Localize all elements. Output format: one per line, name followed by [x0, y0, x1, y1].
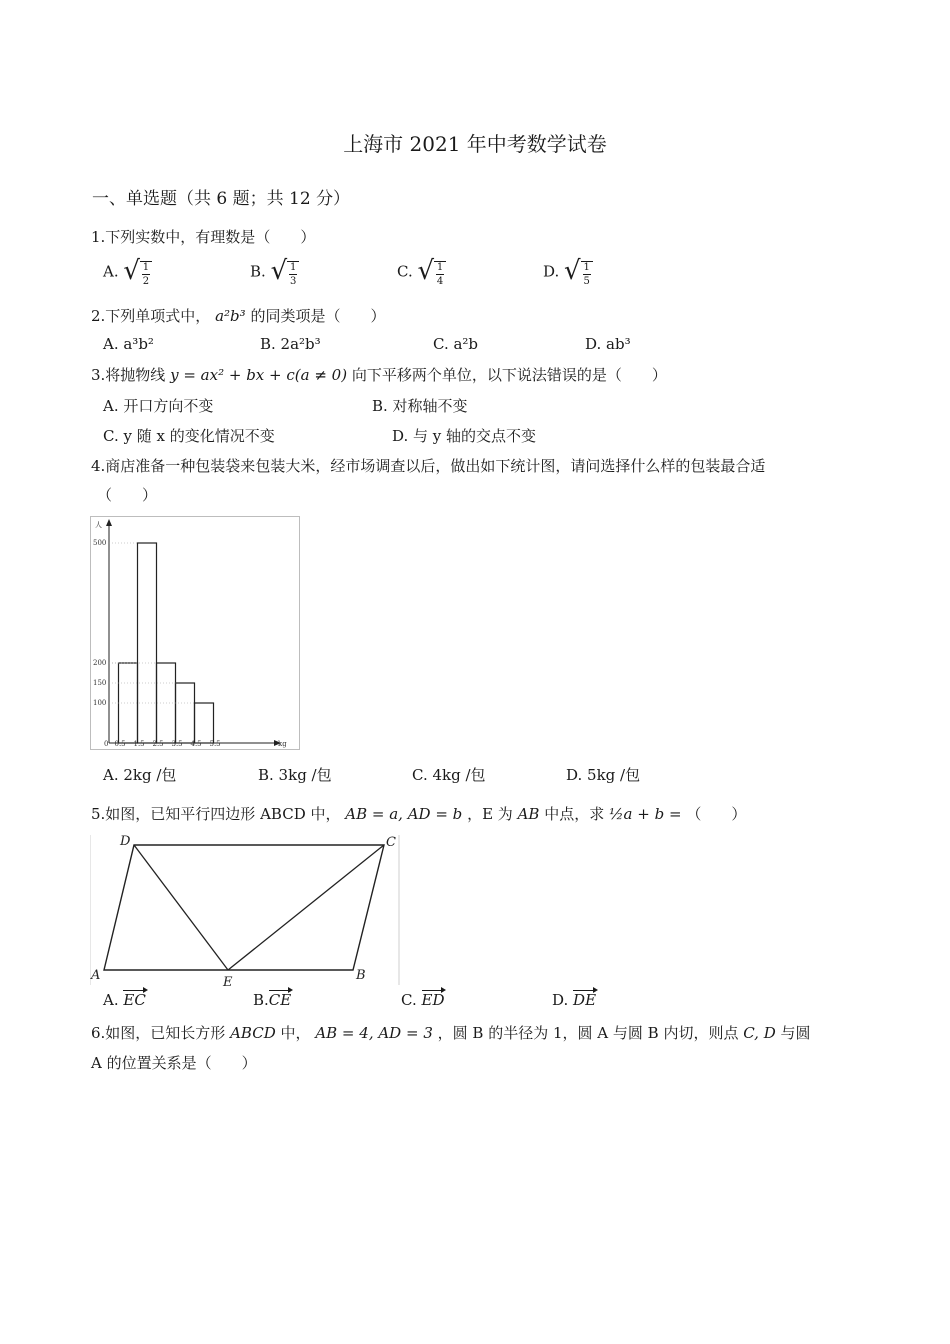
point-label-d: D	[120, 834, 131, 849]
histogram-bar	[195, 703, 214, 743]
point-label-a: A	[91, 968, 101, 983]
section-heading: 一、单选题（共 6 题；共 12 分）	[92, 189, 351, 209]
q4-option-a[interactable]: A. 2kg /包	[103, 766, 177, 784]
x-tick-label: 5.5	[209, 740, 221, 748]
point-label-c: C	[386, 835, 396, 850]
q2-option-a[interactable]: A. a³b²	[103, 335, 154, 353]
histogram-bar	[138, 543, 157, 743]
q2-option-b[interactable]: B. 2a²b³	[260, 335, 321, 353]
q1-option-d[interactable]: D. √ $\frac{1}{5}$	[543, 258, 593, 287]
segment-de	[134, 845, 228, 970]
q5-option-b[interactable]: B.CE	[253, 991, 292, 1009]
parallelogram-shape	[104, 845, 384, 970]
q1-option-c[interactable]: C. √ $\frac{1}{4}$	[397, 258, 446, 287]
q3-stem: 3.将抛物线 y = ax² + bx + c(a ≠ 0) 向下平移两个单位，以下说法错误的是（ ）	[91, 366, 667, 384]
q4-stem-line1: 4.商店准备一种包装袋来包装大米，经市场调查以后，做出如下统计图，请问选择什么样的包装最合适	[91, 457, 766, 475]
q3-option-b[interactable]: B. 对称轴不变	[372, 397, 468, 415]
y-tick-label: 200	[93, 659, 107, 667]
q4-option-c[interactable]: C. 4kg /包	[412, 766, 486, 784]
point-label-e: E	[223, 975, 233, 987]
q5-option-a[interactable]: A. EC	[103, 991, 146, 1009]
point-label-b: B	[356, 968, 366, 983]
x-tick-label: 1.5	[133, 740, 145, 748]
sqrt-icon: √ $\frac{1}{5}$	[564, 258, 593, 287]
q2-option-c[interactable]: C. a²b	[433, 335, 479, 353]
y-axis-label: 人	[95, 521, 102, 529]
x-tick-label: 0	[104, 740, 109, 748]
q1-stem: 1.下列实数中，有理数是（ ）	[91, 228, 316, 246]
parallelogram-svg	[90, 833, 400, 987]
x-axis-label: kg	[278, 740, 287, 748]
q2-option-d[interactable]: D. ab³	[585, 335, 631, 353]
q3-option-d[interactable]: D. 与 y 轴的交点不变	[392, 427, 537, 445]
x-tick-label: 0.5	[114, 740, 126, 748]
q6-stem-line1: 6.如图，已知长方形 ABCD 中， AB = 4, AD = 3 ，圆 B 的半径为 1，圆 A 与圆 B 内切，则点 C, D 与圆	[91, 1024, 811, 1042]
y-axis-arrow-icon	[106, 519, 112, 526]
q5-stem: 5.如图，已知平行四边形 ABCD 中， AB = a, AD = b ，E 为 AB 中点，求 ½a + b = （ ）	[91, 805, 747, 823]
histogram-svg	[91, 517, 299, 749]
x-tick-label: 4.5	[190, 740, 202, 748]
q1-option-b[interactable]: B. √ $\frac{1}{3}$	[250, 258, 299, 287]
q5-option-c[interactable]: C. ED	[401, 991, 445, 1009]
y-tick-label: 100	[93, 699, 107, 707]
q1-option-a[interactable]: A. √ $\frac{1}{2}$	[103, 258, 152, 287]
q4-stem-line2: （ ）	[97, 486, 158, 504]
q3-option-c[interactable]: C. y 随 x 的变化情况不变	[103, 427, 275, 445]
sqrt-icon: √ $\frac{1}{3}$	[271, 258, 300, 287]
q4-option-b[interactable]: B. 3kg /包	[258, 766, 332, 784]
y-tick-label: 150	[93, 679, 107, 687]
page-title: 上海市 2021 年中考数学试卷	[343, 132, 607, 156]
x-tick-label: 2.5	[152, 740, 164, 748]
q4-option-d[interactable]: D. 5kg /包	[566, 766, 641, 784]
histogram-bar	[176, 683, 195, 743]
histogram-chart	[90, 516, 300, 750]
sqrt-icon: √ $\frac{1}{4}$	[418, 258, 447, 287]
q6-stem-line2: A 的位置关系是（ ）	[91, 1054, 257, 1072]
y-tick-label: 500	[93, 539, 107, 547]
q3-option-a[interactable]: A. 开口方向不变	[103, 397, 214, 415]
segment-ec	[228, 845, 384, 970]
q5-option-d[interactable]: D. DE	[552, 991, 597, 1009]
x-tick-label: 3.5	[171, 740, 183, 748]
q2-stem: 2.下列单项式中， a²b³ 的同类项是（ ）	[91, 307, 386, 325]
sqrt-icon: √ $\frac{1}{2}$	[123, 258, 152, 287]
parallelogram-figure	[90, 833, 400, 987]
